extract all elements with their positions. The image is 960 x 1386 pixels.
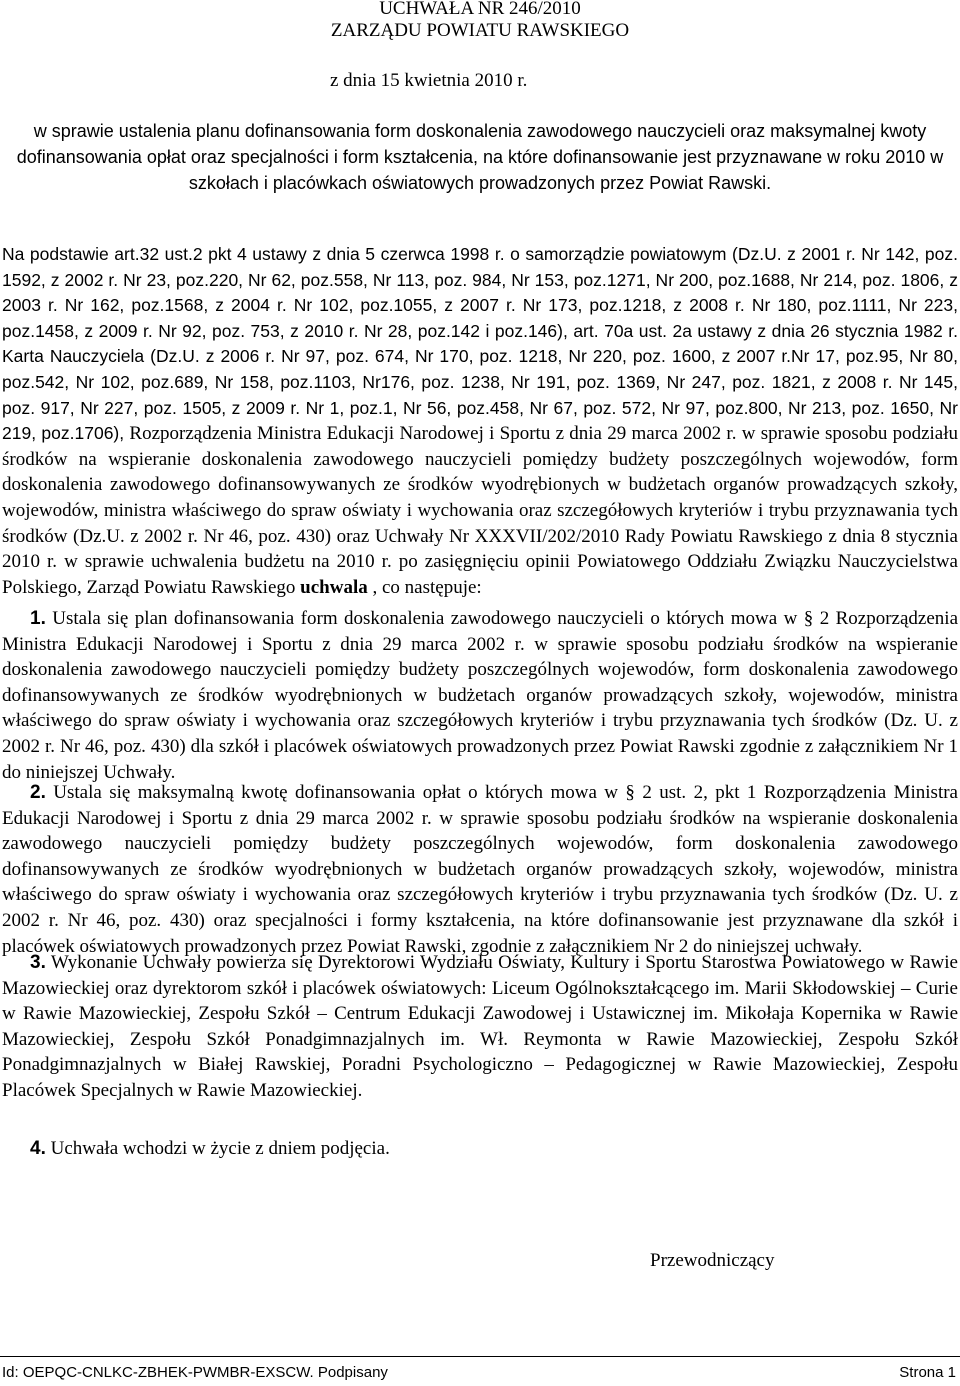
section-4-text: Uchwała wchodzi w życie z dniem podjęcia.	[45, 1138, 390, 1159]
resolution-date: z dnia 15 kwietnia 2010 r.	[330, 70, 528, 91]
section-3	[2, 950, 958, 1104]
document-id: Id: OEPQC-CNLKC-ZBHEK-PWMBR-EXSCW. Podpisany	[2, 1364, 388, 1381]
footer-divider	[0, 1356, 960, 1357]
page-number: Strona 1	[899, 1364, 956, 1381]
resolution-subject: w sprawie ustalenia planu dofinansowania form doskonalenia zawodowego nauczycieli oraz maksymalnej kwoty dofinansowania opłat oraz specjalności i form kształcenia, na które dofinansowanie jest przyznawane w roku 2010 w szkołach i placówkach oświatowych prowadzonych przez Powiat Rawski.	[16, 121, 944, 193]
section-2-text: Ustala się maksymalną kwotę dofinansowania opłat o których mowa w § 2 ust. 2, pkt 1 Rozporządzenia Ministra Edukacji Narodowej i Sportu z dnia 29 marca 2002 r. w sprawie sposobu podziału środków na wspieranie doskonalenia zawodowego nauczycieli pomiędzy budżety poszczególnych wojewodów, form doskonalenia zawodowego dofinansowywanych ze środków wyodrębnionych w budżetach organów prowadzących szkoły, wojewodów, ministra właściwego do spraw oświaty i wychowania oraz szczegółowych kryteriów i trybu przyznawania tych środków (Dz. U. z 2002 r. Nr 46, poz. 430) oraz specjalności i formy kształcenia, na które dofinansowanie jest przyznawane dla szkół i placówek oświatowych prowadzonych przez Powiat Rawski, zgodnie z załącznikiem Nr 2 do niniejszej uchwały.	[2, 782, 958, 957]
section-4	[2, 1136, 958, 1162]
legal-basis-text-3: , co następuje:	[367, 576, 482, 598]
chairman-signature-label: Przewodniczący	[650, 1250, 775, 1271]
legal-basis-text: Na podstawie art.32 ust.2 pkt 4 ustawy z dnia 5 czerwca 1998 r. o samorządzie powiatowym (Dz.U. z 2001 r. Nr 142, poz. 1592, z 2002 r. Nr 23, poz.220, Nr 62, poz.558, Nr 113, poz. 984, Nr 153, poz.1271, Nr 200, poz.1688, Nr 214, poz. 1806, z 2003 r. Nr 162, poz.1568, z 2004 r. Nr 102, poz.1055, z 2007 r. Nr 173, poz.1218, z 2008 r. Nr 180, poz.1111, Nr 223, poz.1458, z 2009 r. Nr 92, poz. 753, z 2010 r. Nr 28, poz.142 i poz.146), art. 70a ust. 2a ustawy z dnia 26 stycznia 1982 r. Karta Nauczyciela (Dz.U. z 2006 r. Nr 97, poz. 674, Nr 170, poz. 1218, Nr 220, poz. 1600, z 2007 r.Nr 17, poz.95, Nr 80, poz.542, Nr 102, poz.689, Nr 158, poz.1103, Nr176, poz. 1238, Nr 191, poz. 1369, Nr 247, poz. 1821, z 2008 r. Nr 145, poz. 917, Nr 227, poz. 1505, z 2009 r. Nr 1, poz.1, Nr 56, poz.458, Nr 67, poz. 572, Nr 97, poz.800, Nr 213, poz. 1650, Nr 219, poz.1706),	[2, 244, 958, 444]
section-1-text: Ustala się plan dofinansowania form doskonalenia zawodowego nauczycieli o których mowa w § 2 Rozporządzenia Ministra Edukacji Narodowej i Sportu z dnia 29 marca 2002 r. w sprawie sposobu podziału środków na wspieranie doskonalenia zawodowego nauczycieli pomiędzy budżety poszczególnych wojewodów, form doskonalenia zawodowego dofinansowywanych ze środków wyodrębnionych w budżetach organów prowadzących szkoły, wojewodów, ministra właściwego do spraw oświaty i wychowania oraz szczegółowych kryteriów i trybu przyznawania tych środków (Dz. U. z 2002 r. Nr 46, poz. 430) dla szkół i placówek oświatowych prowadzonych przez Powiat Rawski zgodnie z załącznikiem Nr 1 do niniejszej Uchwały.	[2, 608, 958, 783]
resolution-number: UCHWAŁA NR 246/2010	[379, 0, 581, 19]
uchwala-word: uchwala	[300, 576, 368, 598]
section-2	[2, 780, 958, 959]
section-4-number: 4.	[30, 1138, 46, 1159]
section-2-number: 2.	[30, 782, 46, 803]
section-1	[2, 606, 958, 785]
section-1-number: 1.	[30, 608, 46, 629]
section-3-number: 3.	[30, 952, 46, 973]
legal-basis	[2, 242, 958, 600]
section-3-text: Wykonanie Uchwały powierza się Dyrektorowi Wydziału Oświaty, Kultury i Sportu Starostwa Powiatowego w Rawie Mazowieckiej oraz dyrektorom szkół i placówek oświatowych: Liceum Ogólnokształcącego im. Marii Skłodowskiej – Curie w Rawie Mazowieckiej, Zespołu Szkół – Centrum Edukacji Zawodowej i Ustawicznej im. Mikołaja Kopernika w Rawie Mazowieckiej, Zespołu Szkół Ponadgimnazjalnych im. Wł. Reymonta w Rawie Mazowieckiej, Zespołu Szkół Ponadgimnazjalnych w Białej Rawskiej, Poradni Psychologiczno – Pedagogicznej w Rawie Mazowieckiej, Zespołu Placówek Specjalnych w Rawie Mazowieckiej.	[2, 952, 958, 1101]
issuing-body: ZARZĄDU POWIATU RAWSKIEGO	[330, 20, 630, 41]
legal-basis-text-2: Rozporządzenia Ministra Edukacji Narodowej i Sportu z dnia 29 marca 2002 r. w sprawie sposobu podziału środków na wspieranie doskonalenia zawodowego nauczycieli pomiędzy budżety poszczególnych wojewodów, form doskonalenia zawodowego dofinansowywanych ze środków wyodrębionych w budżetach organów prowadzących szkoły, wojewodów, ministra właściwego do spraw oświaty i wychowania oraz szczegółowych kryteriów i trybu przyznawania tych środków (Dz.U. z 2002 r. Nr 46, poz. 430) oraz Uchwały Nr XXXVII/202/2010 Rady Powiatu Rawskiego z dnia 8 stycznia 2010 r. w sprawie uchwalenia budżetu na 2010 r. po zasięgnięciu opinii Powiatowego Oddziału Związku Nauczycielstwa Polskiego, Zarząd Powiatu Rawskiego	[2, 423, 959, 598]
